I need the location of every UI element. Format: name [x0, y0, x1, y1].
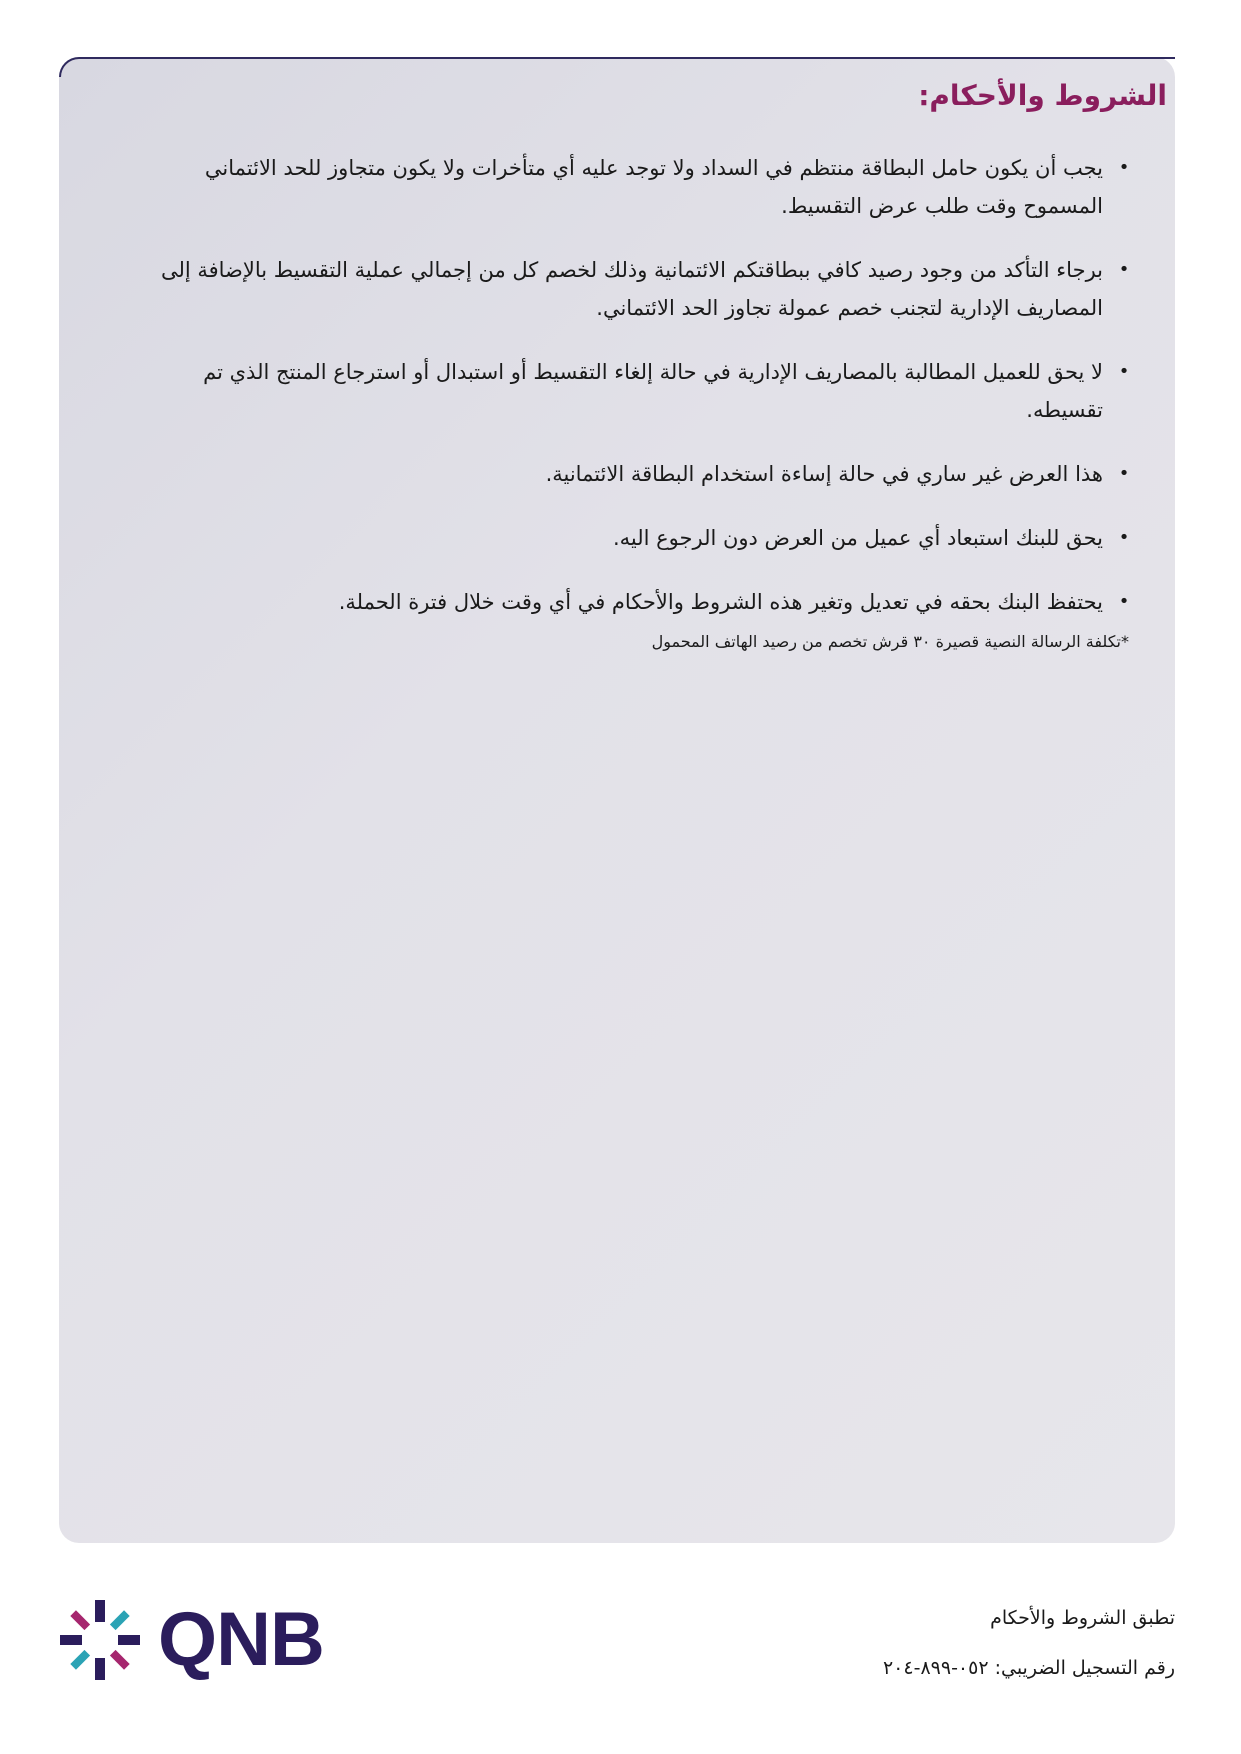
term-text: يحتفظ البنك بحقه في تعديل وتغير هذه الشروط والأحكام في أي وقت خلال فترة الحملة.	[338, 590, 1103, 614]
term-item	[131, 149, 1131, 225]
term-item	[131, 583, 1131, 621]
bullet-icon: •	[1118, 527, 1130, 548]
term-item	[131, 519, 1131, 557]
bullet-icon: •	[1118, 259, 1130, 280]
sms-cost-note: *تكلفة الرسالة النصية قصيرة ٣٠ قرش تخصم من رصيد الهاتف المحمول	[651, 632, 1129, 651]
term-item	[131, 251, 1131, 327]
term-text: يحق للبنك استبعاد أي عميل من العرض دون الرجوع اليه.	[612, 526, 1103, 550]
logo-wordmark: QNB	[158, 1597, 324, 1682]
term-text: لا يحق للعميل المطالبة بالمصاريف الإدارية في حالة إلغاء التقسيط أو استبدال أو استرجاع المنتج الذي تم تقسيطه.	[203, 360, 1103, 422]
bullet-icon: •	[1118, 463, 1130, 484]
terms-panel	[59, 57, 1175, 1543]
footer-tax-registration: رقم التسجيل الضريبي: ٠٥٢-٨٩٩-٢٠٤	[882, 1657, 1175, 1679]
terms-list	[131, 149, 1131, 647]
bullet-icon: •	[1118, 361, 1130, 382]
terms-title: الشروط والأحكام:	[918, 79, 1167, 112]
footer-terms-apply: تطبق الشروط والأحكام	[990, 1607, 1175, 1629]
term-item	[131, 353, 1131, 429]
term-text: برجاء التأكد من وجود رصيد كافي ببطاقتكم الائتمانية وذلك لخصم كل من إجمالي عملية التقسيط بالإضافة إلى المصاريف الإدارية لتجنب خصم عمولة تجاوز الحد الائتماني.	[160, 258, 1103, 320]
bullet-icon: •	[1118, 591, 1130, 612]
bullet-icon: •	[1118, 157, 1130, 178]
qnb-logo-icon	[58, 1598, 142, 1682]
term-text: يجب أن يكون حامل البطاقة منتظم في السداد ولا توجد عليه أي متأخرات ولا يكون متجاوز للحد الائتماني المسموح وقت طلب عرض التقسيط.	[204, 156, 1103, 218]
qnb-logo	[58, 1598, 358, 1682]
term-text: هذا العرض غير ساري في حالة إساءة استخدام البطاقة الائتمانية.	[545, 462, 1103, 486]
term-item	[131, 455, 1131, 493]
